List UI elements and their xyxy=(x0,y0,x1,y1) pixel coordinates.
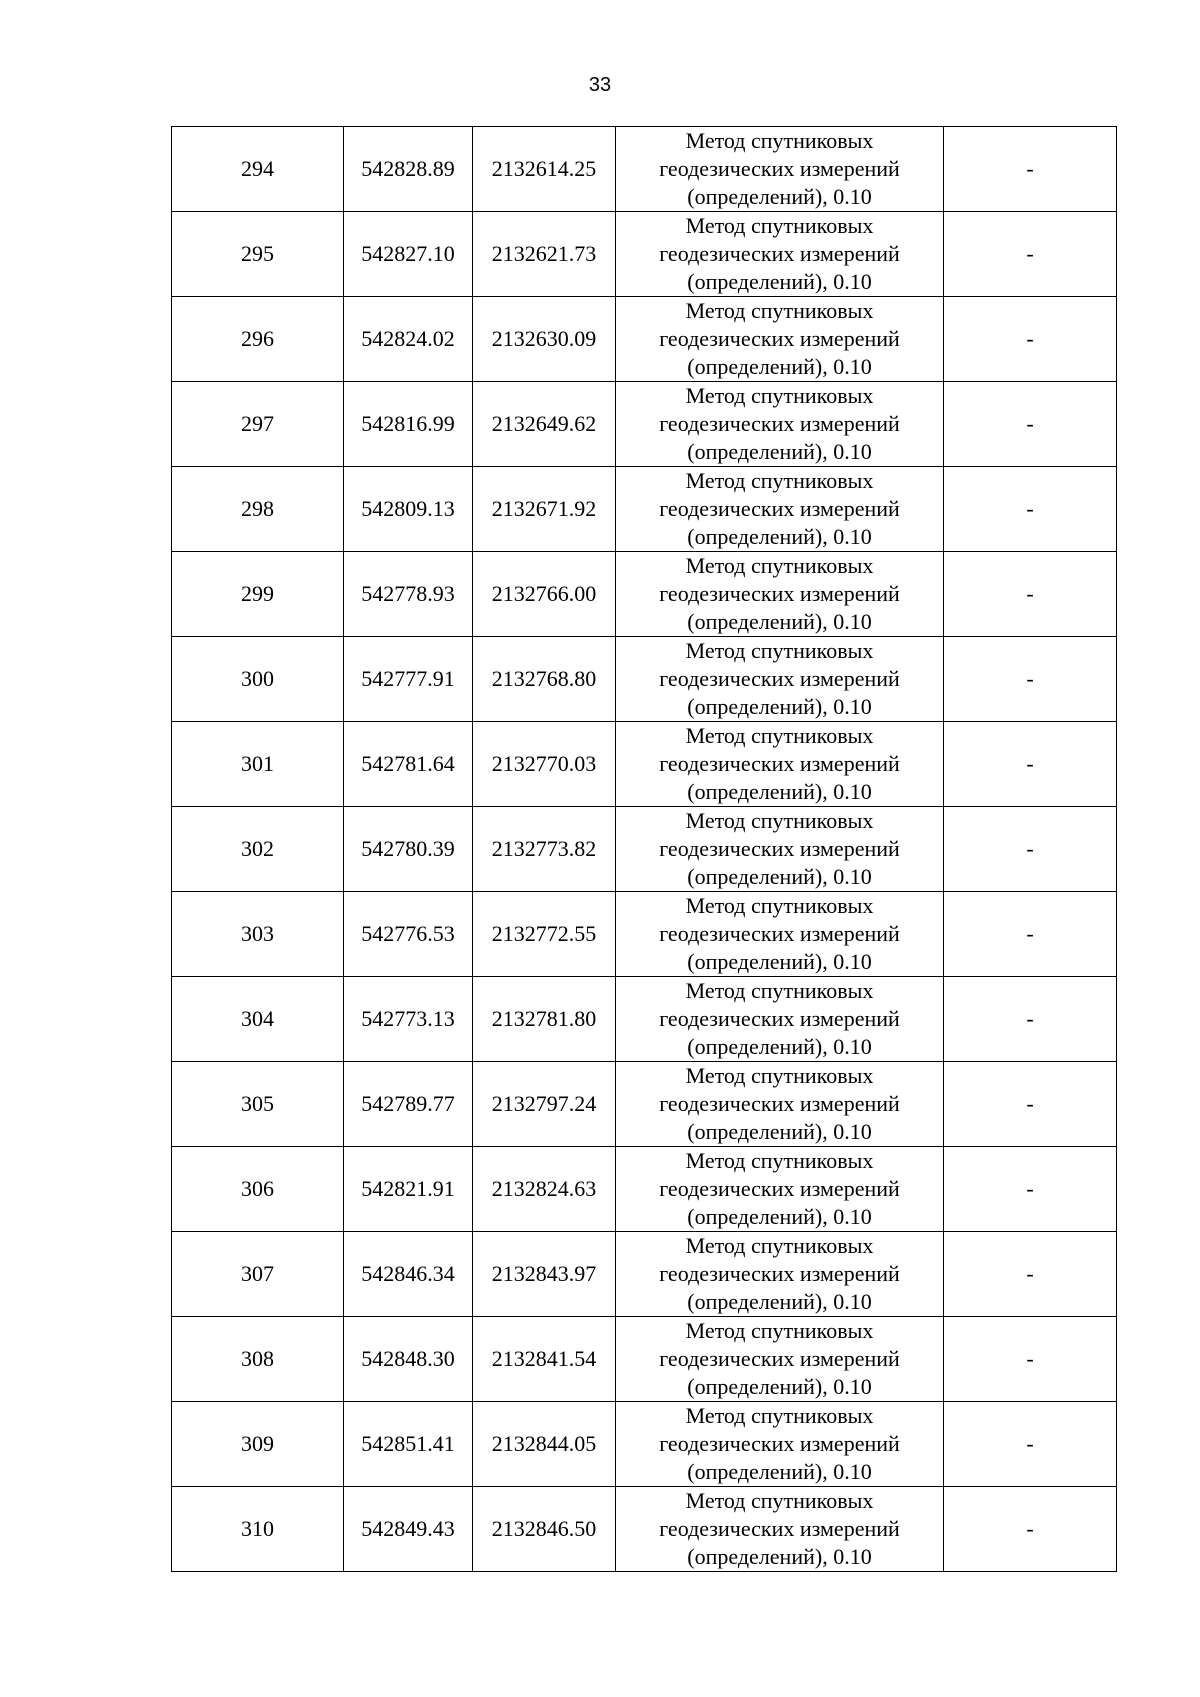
method-cell xyxy=(616,977,944,1062)
method-text-line: Метод спутниковых xyxy=(685,553,874,578)
method-text-line: геодезических измерений xyxy=(659,751,900,776)
method-text-line: геодезических измерений xyxy=(659,836,900,861)
method-text-line: Метод спутниковых xyxy=(685,723,874,748)
method-cell xyxy=(616,297,944,382)
method-cell xyxy=(616,467,944,552)
method-text-line: (определений), 0.10 xyxy=(687,1374,872,1399)
method-text-line: (определений), 0.10 xyxy=(687,184,872,209)
x-coordinate-cell: 542780.39 xyxy=(344,807,473,892)
method-cell xyxy=(616,552,944,637)
method-cell xyxy=(616,892,944,977)
description-cell: - xyxy=(944,1147,1117,1232)
page-number: 33 xyxy=(588,74,612,96)
method-text-line: геодезических измерений xyxy=(659,496,900,521)
table-row xyxy=(172,807,1117,892)
method-text-line: геодезических измерений xyxy=(659,921,900,946)
x-coordinate-cell: 542849.43 xyxy=(344,1487,473,1572)
method-text-line: (определений), 0.10 xyxy=(687,1459,872,1484)
method-text-line: Метод спутниковых xyxy=(685,978,874,1003)
table-row xyxy=(172,1402,1117,1487)
method-text-line: Метод спутниковых xyxy=(685,1063,874,1088)
description-cell: - xyxy=(944,1317,1117,1402)
y-coordinate-cell: 2132797.24 xyxy=(473,1062,616,1147)
y-coordinate-cell: 2132621.73 xyxy=(473,212,616,297)
description-cell: - xyxy=(944,1487,1117,1572)
coordinates-table-body xyxy=(172,127,1117,1572)
method-text-line: Метод спутниковых xyxy=(685,298,874,323)
point-number-cell: 295 xyxy=(172,212,344,297)
method-text-line: Метод спутниковых xyxy=(685,1233,874,1258)
y-coordinate-cell: 2132841.54 xyxy=(473,1317,616,1402)
y-coordinate-cell: 2132844.05 xyxy=(473,1402,616,1487)
y-coordinate-cell: 2132824.63 xyxy=(473,1147,616,1232)
point-number-cell: 302 xyxy=(172,807,344,892)
description-cell: - xyxy=(944,892,1117,977)
method-text-line: геодезических измерений xyxy=(659,1346,900,1371)
point-number-cell: 308 xyxy=(172,1317,344,1402)
method-cell xyxy=(616,1487,944,1572)
method-text-line: Метод спутниковых xyxy=(685,1403,874,1428)
x-coordinate-cell: 542827.10 xyxy=(344,212,473,297)
y-coordinate-cell: 2132630.09 xyxy=(473,297,616,382)
point-number-cell: 300 xyxy=(172,637,344,722)
table-row xyxy=(172,1147,1117,1232)
y-coordinate-cell: 2132846.50 xyxy=(473,1487,616,1572)
point-number-cell: 297 xyxy=(172,382,344,467)
method-cell xyxy=(616,722,944,807)
method-text-line: геодезических измерений xyxy=(659,1091,900,1116)
x-coordinate-cell: 542789.77 xyxy=(344,1062,473,1147)
x-coordinate-cell: 542777.91 xyxy=(344,637,473,722)
method-text-line: Метод спутниковых xyxy=(685,893,874,918)
description-cell: - xyxy=(944,212,1117,297)
table-row xyxy=(172,722,1117,807)
point-number-cell: 306 xyxy=(172,1147,344,1232)
table-row xyxy=(172,1317,1117,1402)
description-cell: - xyxy=(944,127,1117,212)
table-row xyxy=(172,297,1117,382)
y-coordinate-cell: 2132614.25 xyxy=(473,127,616,212)
description-cell: - xyxy=(944,722,1117,807)
point-number-cell: 303 xyxy=(172,892,344,977)
point-number-cell: 301 xyxy=(172,722,344,807)
method-text-line: геодезических измерений xyxy=(659,1176,900,1201)
point-number-cell: 304 xyxy=(172,977,344,1062)
point-number-cell: 307 xyxy=(172,1232,344,1317)
method-cell xyxy=(616,1402,944,1487)
method-text-line: (определений), 0.10 xyxy=(687,1119,872,1144)
method-text-line: геодезических измерений xyxy=(659,581,900,606)
x-coordinate-cell: 542809.13 xyxy=(344,467,473,552)
x-coordinate-cell: 542828.89 xyxy=(344,127,473,212)
method-cell xyxy=(616,212,944,297)
method-cell xyxy=(616,807,944,892)
method-text-line: (определений), 0.10 xyxy=(687,439,872,464)
x-coordinate-cell: 542816.99 xyxy=(344,382,473,467)
method-text-line: (определений), 0.10 xyxy=(687,779,872,804)
method-text-line: геодезических измерений xyxy=(659,326,900,351)
description-cell: - xyxy=(944,1062,1117,1147)
method-cell xyxy=(616,127,944,212)
method-text-line: геодезических измерений xyxy=(659,1516,900,1541)
method-cell xyxy=(616,1062,944,1147)
method-cell xyxy=(616,382,944,467)
table-row xyxy=(172,552,1117,637)
table-row xyxy=(172,212,1117,297)
method-text-line: Метод спутниковых xyxy=(685,213,874,238)
method-text-line: (определений), 0.10 xyxy=(687,524,872,549)
x-coordinate-cell: 542851.41 xyxy=(344,1402,473,1487)
method-text-line: Метод спутниковых xyxy=(685,1488,874,1513)
method-text-line: Метод спутниковых xyxy=(685,638,874,663)
y-coordinate-cell: 2132773.82 xyxy=(473,807,616,892)
method-text-line: геодезических измерений xyxy=(659,241,900,266)
table-row xyxy=(172,1062,1117,1147)
point-number-cell: 309 xyxy=(172,1402,344,1487)
x-coordinate-cell: 542781.64 xyxy=(344,722,473,807)
x-coordinate-cell: 542821.91 xyxy=(344,1147,473,1232)
y-coordinate-cell: 2132772.55 xyxy=(473,892,616,977)
method-text-line: Метод спутниковых xyxy=(685,1318,874,1343)
table-row xyxy=(172,892,1117,977)
description-cell: - xyxy=(944,807,1117,892)
description-cell: - xyxy=(944,297,1117,382)
method-text-line: Метод спутниковых xyxy=(685,808,874,833)
method-cell xyxy=(616,1317,944,1402)
x-coordinate-cell: 542773.13 xyxy=(344,977,473,1062)
x-coordinate-cell: 542846.34 xyxy=(344,1232,473,1317)
method-cell xyxy=(616,637,944,722)
point-number-cell: 310 xyxy=(172,1487,344,1572)
point-number-cell: 305 xyxy=(172,1062,344,1147)
method-text-line: геодезических измерений xyxy=(659,666,900,691)
method-text-line: Метод спутниковых xyxy=(685,468,874,493)
y-coordinate-cell: 2132781.80 xyxy=(473,977,616,1062)
method-text-line: (определений), 0.10 xyxy=(687,1544,872,1569)
method-text-line: (определений), 0.10 xyxy=(687,1289,872,1314)
method-cell xyxy=(616,1147,944,1232)
description-cell: - xyxy=(944,1232,1117,1317)
y-coordinate-cell: 2132766.00 xyxy=(473,552,616,637)
y-coordinate-cell: 2132768.80 xyxy=(473,637,616,722)
table-row xyxy=(172,382,1117,467)
method-cell xyxy=(616,1232,944,1317)
table-row xyxy=(172,127,1117,212)
table-row xyxy=(172,977,1117,1062)
method-text-line: геодезических измерений xyxy=(659,156,900,181)
description-cell: - xyxy=(944,382,1117,467)
y-coordinate-cell: 2132671.92 xyxy=(473,467,616,552)
description-cell: - xyxy=(944,977,1117,1062)
x-coordinate-cell: 542776.53 xyxy=(344,892,473,977)
coordinates-table xyxy=(171,126,1117,1572)
method-text-line: (определений), 0.10 xyxy=(687,694,872,719)
point-number-cell: 298 xyxy=(172,467,344,552)
description-cell: - xyxy=(944,1402,1117,1487)
method-text-line: (определений), 0.10 xyxy=(687,269,872,294)
method-text-line: (определений), 0.10 xyxy=(687,1034,872,1059)
y-coordinate-cell: 2132843.97 xyxy=(473,1232,616,1317)
point-number-cell: 294 xyxy=(172,127,344,212)
method-text-line: (определений), 0.10 xyxy=(687,949,872,974)
description-cell: - xyxy=(944,552,1117,637)
y-coordinate-cell: 2132649.62 xyxy=(473,382,616,467)
method-text-line: геодезических измерений xyxy=(659,411,900,436)
method-text-line: (определений), 0.10 xyxy=(687,1204,872,1229)
table-row xyxy=(172,1487,1117,1572)
table-row xyxy=(172,637,1117,722)
method-text-line: геодезических измерений xyxy=(659,1261,900,1286)
description-cell: - xyxy=(944,467,1117,552)
x-coordinate-cell: 542848.30 xyxy=(344,1317,473,1402)
x-coordinate-cell: 542778.93 xyxy=(344,552,473,637)
table-row xyxy=(172,467,1117,552)
method-text-line: Метод спутниковых xyxy=(685,128,874,153)
point-number-cell: 296 xyxy=(172,297,344,382)
method-text-line: (определений), 0.10 xyxy=(687,354,872,379)
description-cell: - xyxy=(944,637,1117,722)
method-text-line: геодезических измерений xyxy=(659,1431,900,1456)
y-coordinate-cell: 2132770.03 xyxy=(473,722,616,807)
method-text-line: Метод спутниковых xyxy=(685,1148,874,1173)
x-coordinate-cell: 542824.02 xyxy=(344,297,473,382)
method-text-line: Метод спутниковых xyxy=(685,383,874,408)
method-text-line: (определений), 0.10 xyxy=(687,609,872,634)
method-text-line: геодезических измерений xyxy=(659,1006,900,1031)
table-row xyxy=(172,1232,1117,1317)
method-text-line: (определений), 0.10 xyxy=(687,864,872,889)
point-number-cell: 299 xyxy=(172,552,344,637)
